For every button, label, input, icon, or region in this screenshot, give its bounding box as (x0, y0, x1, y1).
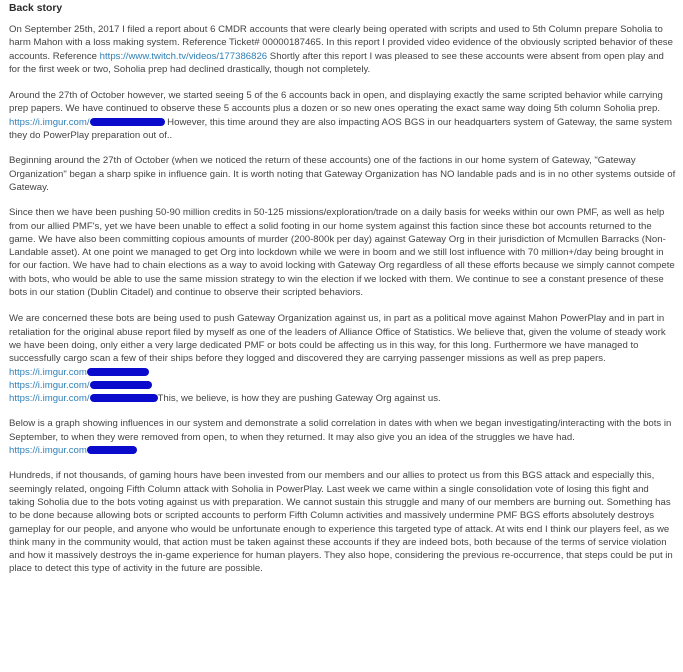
imgur-link-1[interactable]: https://i.imgur.com/ (9, 116, 90, 128)
paragraph-7: Hundreds, if not thousands, of gaming hours have been invested from our members and our allies to protect us from this BGS attack and especially this, seemingly related, ongoing Fifth Column attack with Soholia in PowerPlay. Last week we came within a single consolidation vote of losing this fight and taking Soholia due to the bots voting against us with preparation. We cannot sustain this struggle and many of our members are burning out. Something has to be done because allowing bots or scripted accounts to perform Fifth Column activities and massively undermine PMF BGS efforts absolutely destroys gameplay for our people, and anyone who would be unfortunate enough to experience this targeted type of attack. At wits end I think our players feel, as we think many in the community would, that action must be taken against these accounts if they are indeed bots, both because of the terms of service violation and how it massively destroys the in-game experience for human players. They also hope, considering the previous re-occurrence, that steps could be put in place to detect this type of activity in the future are possible. (9, 470, 673, 575)
redaction-mark (90, 381, 152, 389)
document-body (9, 0, 677, 576)
paragraph-2 (9, 89, 677, 142)
paragraph-4: Since then we have been pushing 50-90 million credits in 50-125 missions/exploration/trade on a daily basis for weeks within our own PMF, as well as help from our allied PMF's, yet we have been unable to effect a solid footing in our home system against this faction since these bot accounts returned to the game. We have also been committing copious amounts of murder (200-800k per day) against Gateway Org in their jurisdiction of Mcmullen Barracks (Non-Landable asset). At one point we managed to get Org into lockdown while we were in boom and we still lost influence with 70 million+/day being brought in for our faction. We have had to chain elections as a way to avoid locking with Gateway Org regardless of all these efforts because we simply cannot compete with bots, who would be able to use the same mission strategy to win the election if we locked with them. We continue to see a constant presence of these bots in our station (Dublin Citadel) and continue to observe their scripted behaviors. (9, 207, 675, 299)
paragraph-1-text: On September 25th, 2017 I filed a report about 6 CMDR accounts that were clearly being operated with scripts and used to 5th Column prepare Soholia to harm Mahon with a loss making system. Reference Ticket# 00000187465. In this report I provided video evidence of the obviously scripted behavior of these accounts. Reference (9, 24, 673, 62)
paragraph-5-text: We are concerned these bots are being used to push Gateway Organization against us, in part as a political move against Mahon PowerPlay and in part in retaliation for the original abuse report filed by myself as one of the leaders of Alliance Office of Statistics. We believe that, given the volume of steady work we have been doing, only either a very large dedicated PMF or bots could be affecting us in this way, for this long. Furthermore we have managed to successfully cargo scan a few of their ships before they logged and discovered they are carrying passenger missions as well as prep papers. (9, 313, 666, 365)
paragraph-1-tail: Shortly after this report I was pleased to see these accounts were absent from open play and for the first week or two, Soholia prep had declined drastically, though not completely. (9, 50, 664, 75)
link-line-a (9, 379, 677, 392)
imgur-link-2[interactable]: https://i.imgur.com (9, 366, 87, 378)
link-line-b (9, 392, 677, 405)
paragraph-1 (9, 23, 677, 76)
link-line-b-tail: This, we believe, is how they are pushing Gateway Org against us. (157, 393, 441, 405)
imgur-link-3[interactable]: https://i.imgur.com/ (9, 379, 90, 391)
paragraph-2-tail: However, this time around they are also impacting AOS BGS in our headquarters system of Gateway, the same system they do PowerPlay preparation out of.. (9, 116, 672, 142)
imgur-link-4[interactable]: https://i.imgur.com/ (9, 393, 90, 405)
paragraph-3: Beginning around the 27th of October (when we noticed the return of these accounts) one of the factions in our home system of Gateway, "Gateway Organization" began a sharp spike in influence gain. It is worth noting that Gateway Organization has NO landable pads and is in no other systems outside of Gateway. (9, 155, 676, 193)
redaction-mark (87, 368, 149, 376)
imgur-link-5[interactable]: https://i.imgur.com (9, 445, 87, 457)
redaction-mark (90, 394, 158, 402)
section-title: Back story (9, 3, 63, 14)
twitch-video-link[interactable]: https://www.twitch.tv/videos/177386826 (99, 50, 268, 62)
paragraph-6 (9, 417, 677, 457)
redaction-mark (87, 446, 137, 454)
paragraph-2-text: Around the 27th of October however, we started seeing 5 of the 6 accounts back in open, and displaying exactly the same scripted behavior while carrying prep papers. We have continued to observe these 5 accounts plus a dozen or so new ones operating the exact same way doing 5th column Soholia prep. (9, 90, 663, 115)
paragraph-5 (9, 312, 677, 378)
paragraph-6-text: Below is a graph showing influences in our system and demonstrate a solid correlation in dates with when we began investigating/interacting with the bots in September, to when they were removed from open, to when they returned. It may also give you an idea of the struggles we have had. (9, 418, 672, 443)
redaction-mark (90, 118, 165, 126)
